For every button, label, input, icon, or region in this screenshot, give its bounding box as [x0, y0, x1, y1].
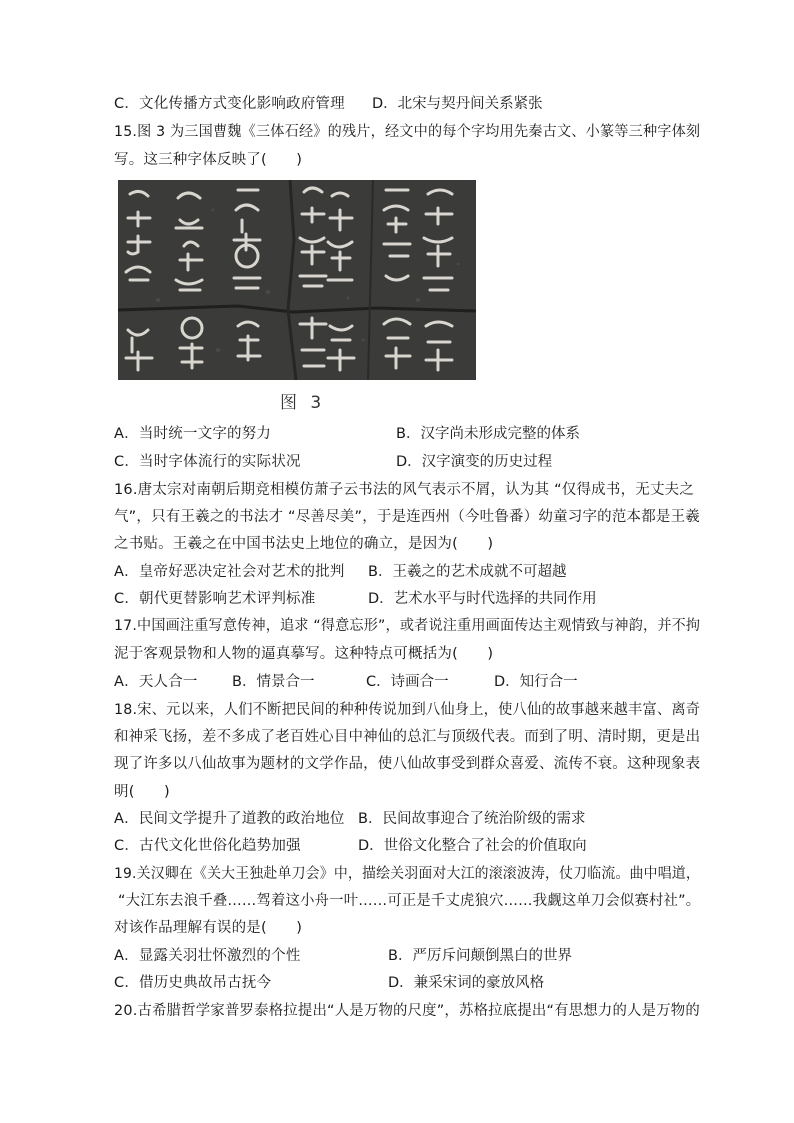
q16-option-d: D．艺术水平与时代选择的共同作用	[368, 591, 597, 607]
q19-stem-line2: “大江东去浪千叠……驾着这小舟一叶……可正是千丈虎狼穴……我觑这单刀会似赛村社”。	[118, 893, 701, 909]
q16-stem-line2: 气”，只有王羲之的书法才 “尽善尽美”，于是连西州（今吐鲁番）幼童习字的范本都是王羲	[114, 509, 700, 525]
q15-stem-line2: 写。这三种字体反映了( )	[114, 152, 303, 168]
q17-option-d: D．知行合一	[494, 674, 578, 690]
q18-stem-line1: 18.宋、元以来，人们不断把民间的种种传说加到八仙身上，使八仙的故事越来越丰富、离奇	[114, 702, 701, 718]
q18-stem-line3: 现了许多以八仙故事为题材的文学作品，使八仙故事受到群众喜爱、流传不衰。这种现象表	[114, 756, 701, 772]
q18-option-b: B．民间故事迎合了统治阶级的需求	[358, 811, 586, 827]
q15-option-a: A．当时统一文字的努力	[114, 426, 272, 442]
q17-stem-line1: 17.中国画注重写意传神，追求 “得意忘形”，或者说注重用画面传达主观情致与神韵，并不拘	[114, 618, 701, 634]
q20-stem-line1: 20.古希腊哲学家普罗泰格拉提出“人是万物的尺度”，苏格拉底提出“有思想力的人是万物的	[114, 1003, 700, 1019]
q18-stem-line4: 明( )	[114, 784, 170, 800]
q15-option-b: B．汉字尚未形成完整的体系	[396, 426, 580, 442]
q19-option-a: A．显露关羽壮怀激烈的个性	[114, 948, 301, 964]
stone-classics-rubbing-image	[118, 180, 476, 380]
q16-option-b: B．王羲之的艺术成就不可超越	[368, 564, 567, 580]
q16-stem-line1: 16.唐太宗对南朝后期竞相模仿萧子云书法的风气表示不屑，认为其 “仅得成书，无丈夫之	[114, 482, 695, 498]
q15-option-c: C．当时字体流行的实际状况	[114, 454, 301, 470]
q14-option-d: D．北宋与契丹间关系紧张	[372, 96, 543, 112]
q14-option-c: C．文化传播方式变化影响政府管理	[114, 96, 345, 112]
q19-option-b: B．严厉斥问颠倒黑白的世界	[388, 948, 572, 964]
q19-stem-line3: 对该作品理解有误的是( )	[114, 920, 303, 936]
q19-option-d: D．兼采宋词的豪放风格	[388, 975, 545, 991]
figure-caption: 图 3	[280, 393, 326, 413]
q16-stem-line3: 之书贴。王羲之在中国书法史上地位的确立，是因为( )	[114, 536, 494, 552]
q19-option-c: C．借历史典故吊古抚今	[114, 975, 272, 991]
q16-option-c: C．朝代更替影响艺术评判标准	[114, 591, 316, 607]
q17-option-c: C．诗画合一	[366, 674, 449, 690]
rubbing-illustration	[118, 180, 476, 380]
q18-option-c: C．古代文化世俗化趋势加强	[114, 838, 301, 854]
q18-stem-line2: 和神采飞扬，差不多成了老百姓心目中神仙的总汇与顶级代表。而到了明、清时期，更是出	[114, 729, 701, 745]
q15-stem-line1: 15.图 3 为三国曹魏《三体石经》的残片，经文中的每个字均用先秦古文、小篆等三种字体刻	[114, 124, 701, 140]
q16-option-a: A．皇帝好恶决定社会对艺术的批判	[114, 564, 345, 580]
q17-stem-line2: 泥于客观景物和人物的逼真摹写。这种特点可概括为( )	[114, 646, 494, 662]
q18-option-d: D．世俗文化整合了社会的价值取向	[358, 838, 587, 854]
q19-stem-line1: 19.关汉卿在《关大王独赴单刀会》中，描绘关羽面对大江的滚滚波涛，仗刀临流。曲中唱道，	[114, 866, 700, 882]
q15-option-d: D．汉字演变的历史过程	[396, 454, 553, 470]
q17-option-a: A．天人合一	[114, 674, 198, 690]
q18-option-a: A．民间文学提升了道教的政治地位	[114, 811, 345, 827]
q17-option-b: B．情景合一	[232, 674, 315, 690]
